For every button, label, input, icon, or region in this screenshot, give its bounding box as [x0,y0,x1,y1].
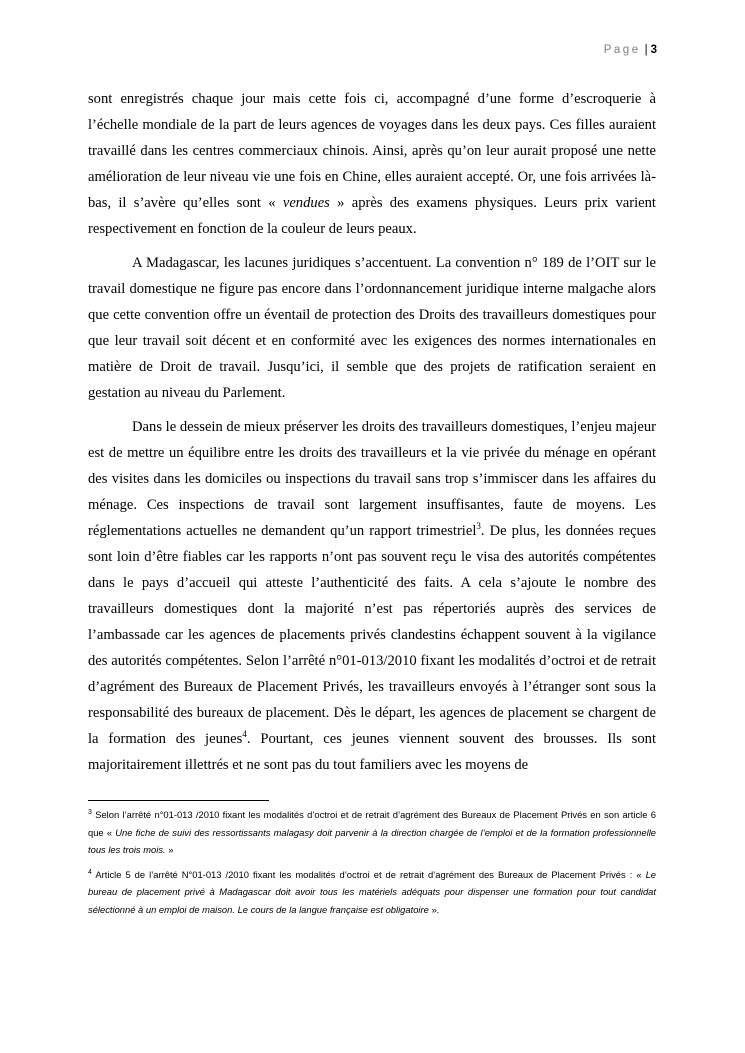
paragraph-2: A Madagascar, les lacunes juridiques s’accentuent. La convention n° 189 de l’OIT sur le travail domestique ne figure pas encore dans l’ordonnancement juridique interne malgache alors que cette convention offre un éventail de protection des Droits des travailleurs domestiques pour que leur travail soit décent et en conformité avec les exigences des normes internationales en matière de Droit de travail. Jusqu’ici, il semble que des projets de ratification seraient en gestation au niveau du Parlement. [88,255,656,401]
footnote-4-close: ». [428,903,440,915]
footnote-mark-4: 4 [88,868,92,876]
footnote-3-text: Selon l’arrêté n°01-013 /2010 fixant les modalités d’octroi et de retrait d’agrément des Bureaux de Placement Privés en son article 6 que « [88,809,656,838]
paragraph-1-text-end: » après des examens physiques. Leurs prix varient respectivement en fonction de la couleur de leurs peaux. [88,195,656,237]
paragraph-3-text-mid: . De plus, les données reçues sont loin d’être fiables car les rapports n’ont pas souvent reçu le visa des autorités compétentes dans le pays d’accueil qui atteste l’authenticité des faits. A cela s’ajoute le nombre des travailleurs domestiques dont la majorité n’est pas répertoriés auprès des services de l’ambassade car les agences de placements privés clandestins échappent souvent à la vigilance des autorités compétentes. Selon l’arrêté n°01-013/2010 fixant les modalités d’octroi et de retrait d’agrément des Bureaux de Placement Privés, les travailleurs envoyés à l’étranger sont sous la responsabilité des bureaux de placement. Dès le départ, les agences de placement se chargent de la formation des jeunes [88,523,656,747]
footnote-4-quote: Le bureau de placement privé à Madagascar doit avoir tous les matériels adéquats pour dispenser une formation pour tout candidat sélectionné à un emploi de maison. Le cours de la langue française est obligatoire [88,868,656,915]
footnote-mark-3: 3 [88,808,92,816]
paragraph-1-text: sont enregistrés chaque jour mais cette fois ci, accompagné d’une forme d’escroquerie à l’échelle mondiale de la part de leurs agences de voyages dans les deux pays. Ces filles auraient travaillé dans les centres commerciaux chinois. Ainsi, après qu’on leur aurait proposé une nette amélioration de leur niveau vie une fois en Chine, elles auraient accepté. Or, une fois arrivées là-bas, il s’avère qu’elles sont « [88,91,656,211]
footnote-ref-4[interactable]: 4 [242,729,247,740]
paragraph-1 [88,86,656,242]
paragraph-3-text: Dans le dessein de mieux préserver les droits des travailleurs domestiques, l’enjeu majeur est de mettre un équilibre entre les droits des travailleurs et la vie privée du ménage en opérant des visites dans les domiciles ou inspections du travail sans trop s’immiscer dans les affaires du ménage. Ces inspections de travail sont largement insuffisantes, faute de moyens. Les réglementations actuelles ne demandent qu’un rapport trimestriel [88,419,656,539]
paragraph-3-text-end: . Pourtant, ces jeunes viennent souvent des brousses. Ils sont majoritairement illettrés et ne sont pas du tout familiers avec les moyens de [88,731,656,773]
page-number: 3 [650,44,657,56]
header-separator: | [644,44,648,56]
footnote-3 [88,806,656,859]
footnote-ref-3[interactable]: 3 [476,521,481,532]
footnote-3-close: » [165,844,174,855]
footnote-separator [88,800,269,801]
body-text [88,86,656,786]
footnote-3-quote: Une fiche de suivi des ressortissants malagasy doit parvenir à la direction chargée de l’emploi et de la formation professionnelle tous les trois mois. [88,826,656,855]
emphasis-vendues: vendues [282,195,330,211]
page-header [604,44,657,56]
footnote-4-text: Article 5 de l’arrêté N°01-013 /2010 fixant les modalités d’octroi et de retrait d’agrément des Bureaux de Placement Privés : « [91,868,646,880]
page-label: Page [603,44,641,56]
footnote-4 [88,866,656,919]
paragraph-3 [88,414,656,778]
footnotes [88,806,656,925]
